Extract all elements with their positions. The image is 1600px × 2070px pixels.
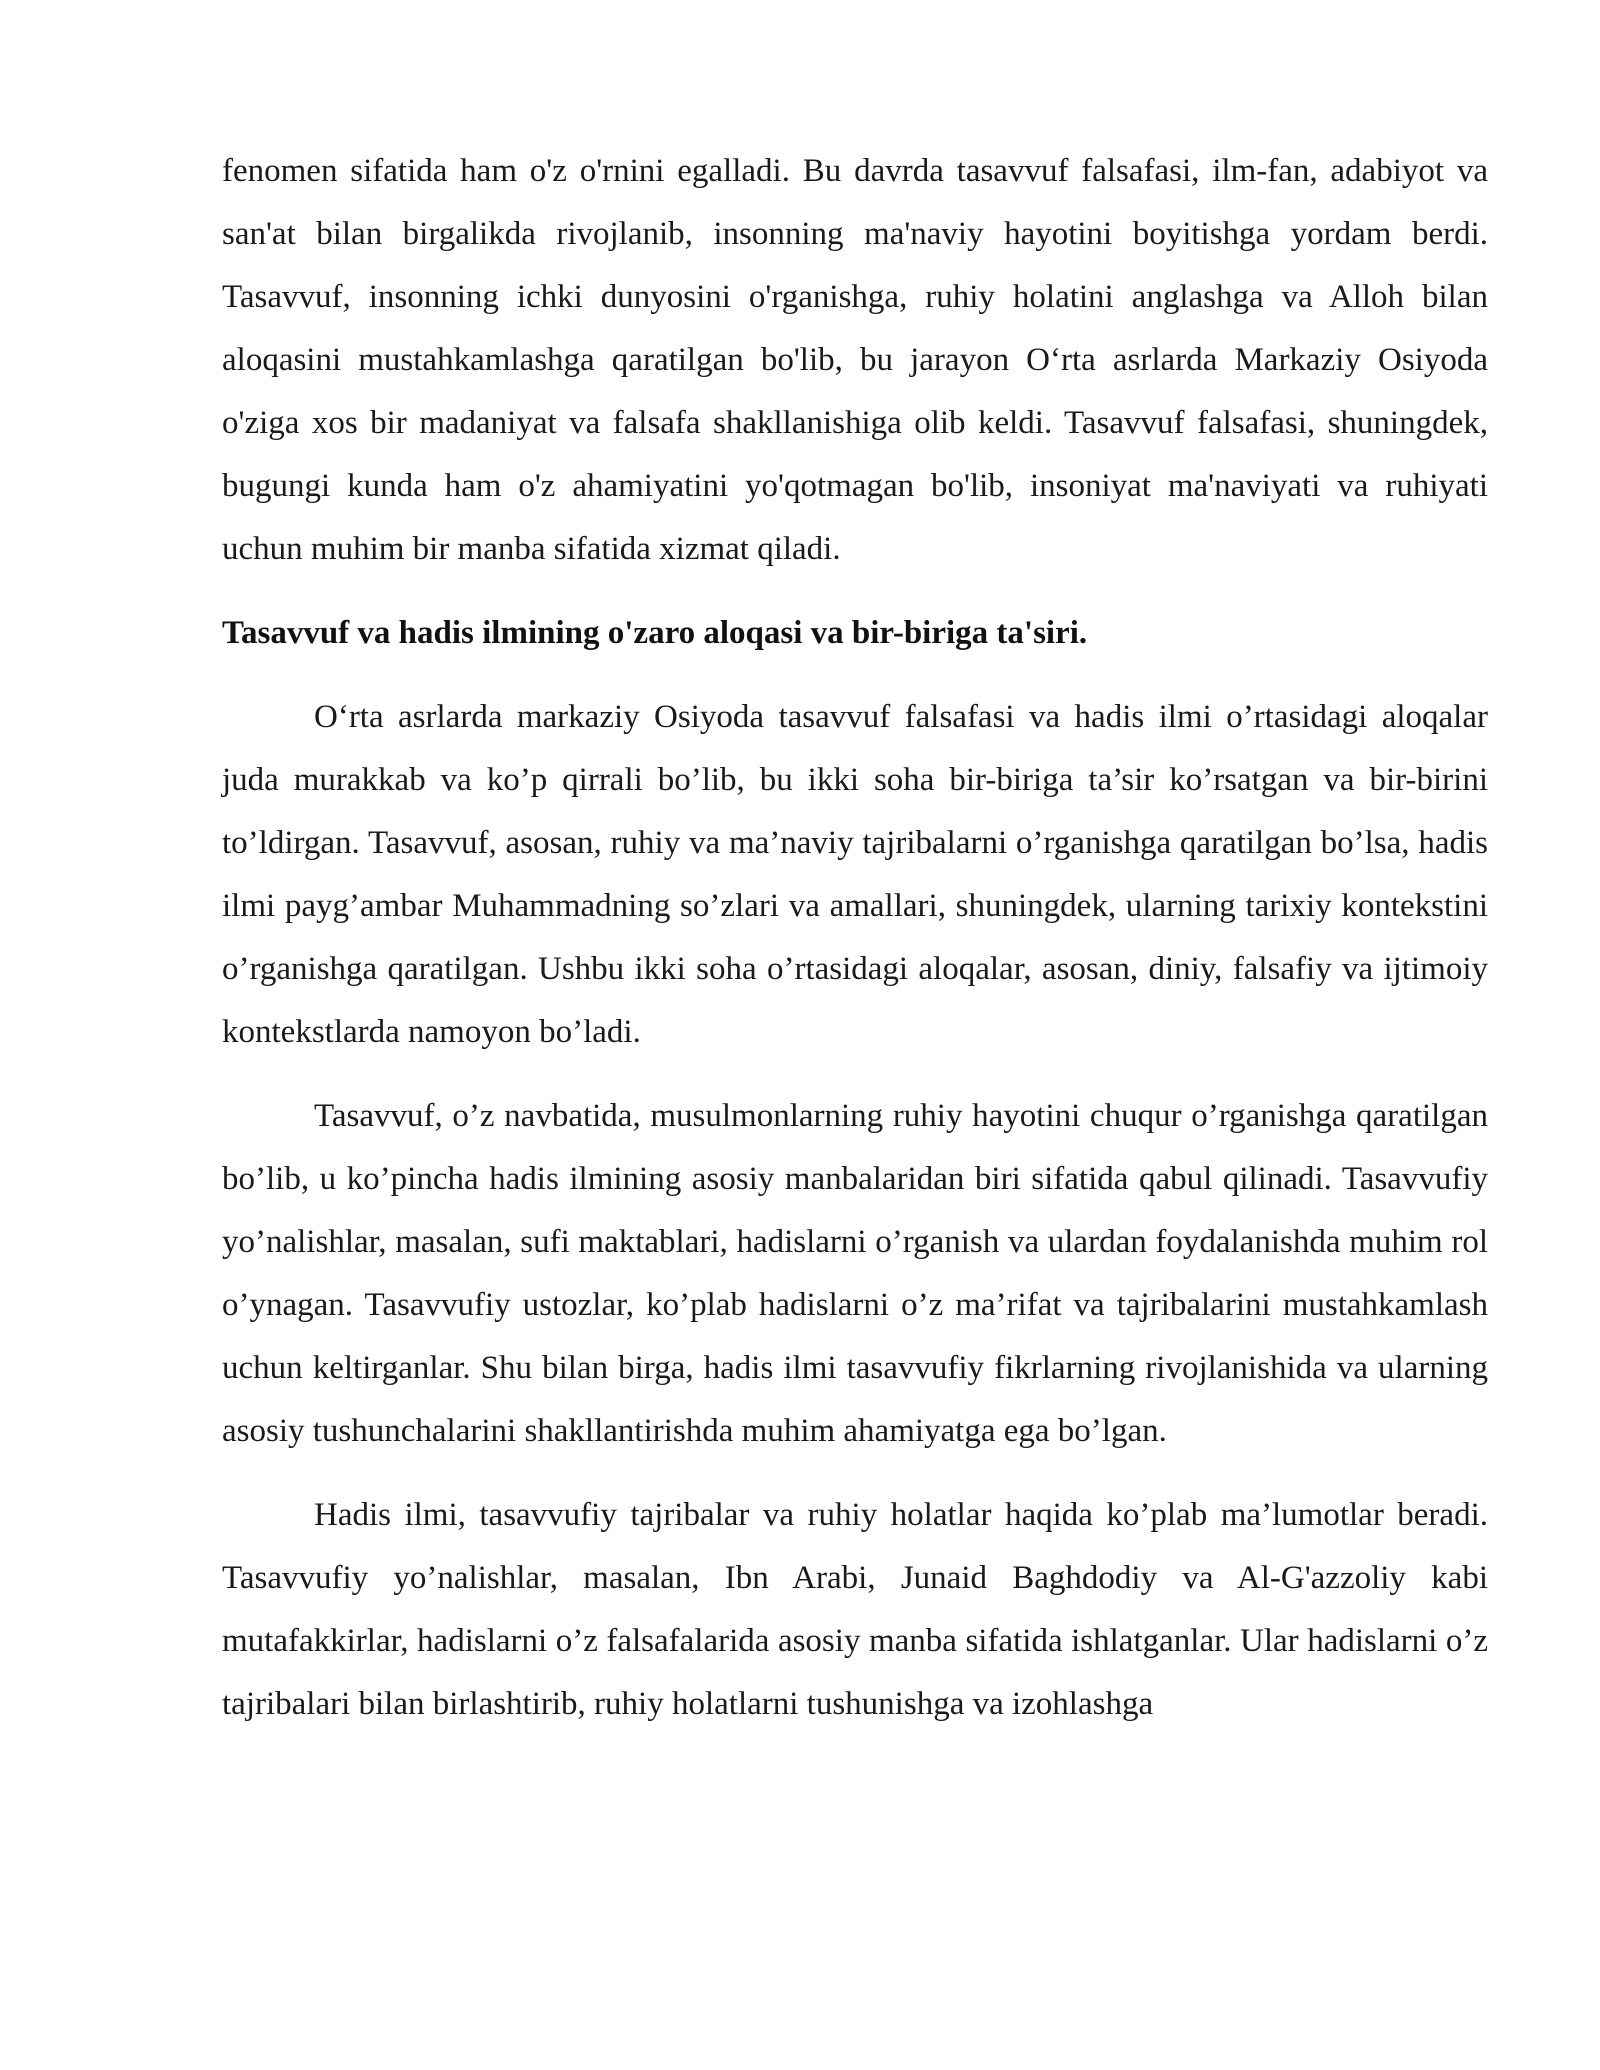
section-heading: Tasavvuf va hadis ilmining o'zaro aloqasi va bir-biriga ta'siri. bbox=[222, 615, 1088, 651]
paragraph-3: Tasavvuf, o’z navbatida, musulmonlarning ruhiy hayotini chuqur o’rganishga qaratilgan bo’lib, u ko’pincha hadis ilmining asosiy manbalaridan biri sifatida qabul qilinadi. Tasavvufiy yo’nalishlar, masalan, sufi maktablari, hadislarni o’rganish va ulardan foydalanishda muhim rol o’ynagan. Tasavvufiy ustozlar, ko’plab hadislarni o’z ma’rifat va tajribalarini mustahkamlash uchun keltirganlar. Shu bilan birga, hadis ilmi tasavvufiy fikrlarning rivojlanishida va ularning asosiy tushunchalarini shakllantirishda muhim ahamiyatga ega bo’lgan. bbox=[222, 1098, 1488, 1449]
paragraph-4: Hadis ilmi, tasavvufiy tajribalar va ruhiy holatlar haqida ko’plab ma’lumotlar beradi. Tasavvufiy yo’nalishlar, masalan, Ibn Arabi, Junaid Baghdodiy va Al-G'azzoliy kabi mutafakkirlar, hadislarni o’z falsafalarida asosiy manba sifatida ishlatganlar. Ular hadislarni o’z tajribalari bilan birlashtirib, ruhiy holatlarni tushunishga va izohlashga bbox=[222, 1497, 1488, 1722]
paragraph-intro-continuation: fenomen sifatida ham o'z o'rnini egalladi. Bu davrda tasavvuf falsafasi, ilm-fan, adabiyot va san'at bilan birgalikda rivojlanib, insonning ma'naviy hayotini boyitishga yordam berdi. Tasavvuf, insonning ichki dunyosini o'rganishga, ruhiy holatini anglashga va Alloh bilan aloqasini mustahkamlashga qaratilgan bo'lib, bu jarayon O‘rta asrlarda Markaziy Osiyoda o'ziga xos bir madaniyat va falsafa shakllanishiga olib keldi. Tasavvuf falsafasi, shuningdek, bugungi kunda ham o'z ahamiyatini yo'qotmagan bo'lib, insoniyat ma'naviyati va ruhiyati uchun muhim bir manba sifatida xizmat qiladi. bbox=[222, 153, 1488, 567]
document-body bbox=[222, 140, 1488, 1736]
paragraph-2: O‘rta asrlarda markaziy Osiyoda tasavvuf falsafasi va hadis ilmi o’rtasidagi aloqalar juda murakkab va ko’p qirrali bo’lib, bu ikki soha bir-biriga ta’sir ko’rsatgan va bir-birini to’ldirgan. Tasavvuf, asosan, ruhiy va ma’naviy tajribalarni o’rganishga qaratilgan bo’lsa, hadis ilmi payg’ambar Muhammadning so’zlari va amallari, shuningdek, ularning tarixiy kontekstini o’rganishga qaratilgan. Ushbu ikki soha o’rtasidagi aloqalar, asosan, diniy, falsafiy va ijtimoiy kontekstlarda namoyon bo’ladi. bbox=[222, 699, 1488, 1050]
